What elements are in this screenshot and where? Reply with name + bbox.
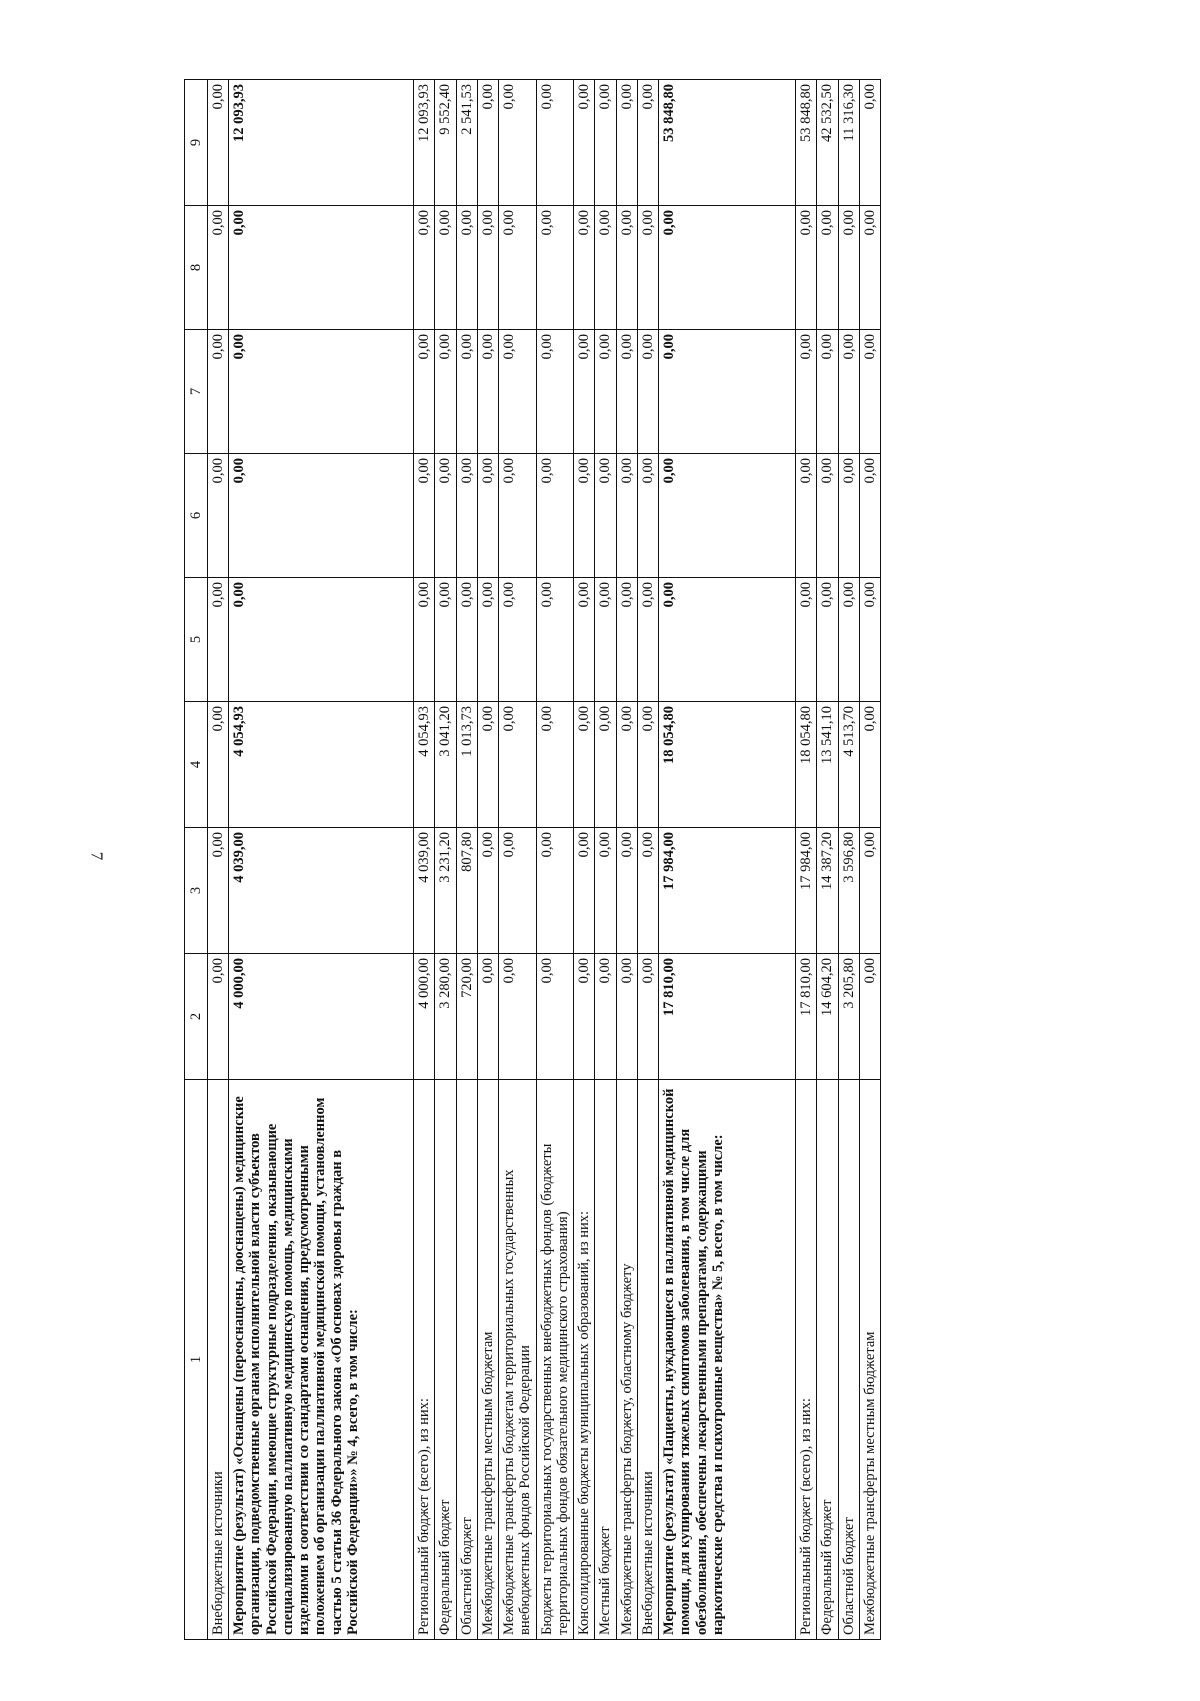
row-label: Региональный бюджет (всего), из них:: [796, 1080, 817, 1640]
value-cell: 0,00: [208, 206, 229, 330]
row-label: Бюджеты территориальных государственных внебюджетных фондов (бюджеты территориальных фондов обязательного медицинского страхования): [536, 1080, 573, 1640]
column-header-8: 8: [185, 206, 208, 330]
value-cell: 0,00: [595, 454, 616, 578]
value-cell: 4 000,00: [414, 954, 435, 1080]
value-cell: 0,00: [435, 578, 456, 702]
value-cell: 0,00: [536, 954, 573, 1080]
value-cell: 42 532,50: [817, 80, 838, 206]
value-cell: 18 054,80: [796, 702, 817, 828]
value-cell: 17 810,00: [796, 954, 817, 1080]
value-cell: 0,00: [796, 578, 817, 702]
value-cell: 0,00: [229, 578, 414, 702]
table-row: [659, 80, 796, 1640]
table-row: [616, 80, 637, 1640]
value-cell: 0,00: [477, 80, 498, 206]
value-cell: 0,00: [796, 330, 817, 454]
row-label: Мероприятие (результат) «Пациенты, нуждающиеся в паллиативной медицинской помощи, для купирования тяжелых симптомов заболевания, в том числе для обезболивания, обеспечены лекарственными препаратами, содержащими наркотические средства и психотропные вещества» № 5, всего, в том числе:: [659, 1080, 796, 1640]
value-cell: 4 054,93: [414, 702, 435, 828]
value-cell: 0,00: [435, 454, 456, 578]
table-row: [817, 80, 838, 1640]
table-row: [637, 80, 658, 1640]
value-cell: 0,00: [817, 454, 838, 578]
row-label: Областной бюджет: [456, 1080, 477, 1640]
value-cell: 0,00: [499, 578, 536, 702]
value-cell: 0,00: [637, 330, 658, 454]
row-label: Межбюджетные трансферты бюджетам территориальных государственных внебюджетных фондов Российской Федерации: [499, 1080, 536, 1640]
table-row: [414, 80, 435, 1640]
value-cell: 0,00: [456, 578, 477, 702]
value-cell: 0,00: [838, 578, 859, 702]
row-label: Федеральный бюджет: [817, 1080, 838, 1640]
value-cell: 0,00: [859, 206, 880, 330]
value-cell: 53 848,80: [659, 80, 796, 206]
row-label: Межбюджетные трансферты местным бюджетам: [859, 1080, 880, 1640]
value-cell: 807,80: [456, 828, 477, 954]
value-cell: 0,00: [499, 330, 536, 454]
value-cell: 0,00: [414, 454, 435, 578]
value-cell: 0,00: [208, 80, 229, 206]
value-cell: 0,00: [536, 454, 573, 578]
value-cell: 0,00: [637, 454, 658, 578]
value-cell: 0,00: [637, 80, 658, 206]
column-header-2: 2: [185, 954, 208, 1080]
value-cell: 0,00: [477, 828, 498, 954]
row-label: Консолидированные бюджеты муниципальных образований, из них:: [574, 1080, 595, 1640]
row-label: Местный бюджет: [595, 1080, 616, 1640]
value-cell: 0,00: [616, 80, 637, 206]
page-number: 7: [87, 851, 107, 861]
row-label: Межбюджетные трансферты местным бюджетам: [477, 1080, 498, 1640]
value-cell: 0,00: [574, 954, 595, 1080]
table-row: [859, 80, 880, 1640]
value-cell: 0,00: [796, 454, 817, 578]
value-cell: 18 054,80: [659, 702, 796, 828]
value-cell: 11 316,30: [838, 80, 859, 206]
value-cell: 17 984,00: [659, 828, 796, 954]
value-cell: 4 039,00: [229, 828, 414, 954]
value-cell: 0,00: [838, 454, 859, 578]
value-cell: 4 000,00: [229, 954, 414, 1080]
value-cell: 17 984,00: [796, 828, 817, 954]
value-cell: 1 013,73: [456, 702, 477, 828]
row-label: Федеральный бюджет: [435, 1080, 456, 1640]
value-cell: 0,00: [574, 454, 595, 578]
table-row: [574, 80, 595, 1640]
value-cell: 3 041,20: [435, 702, 456, 828]
row-label: Областной бюджет: [838, 1080, 859, 1640]
table-row: [536, 80, 573, 1640]
table-row: [499, 80, 536, 1640]
value-cell: 0,00: [536, 578, 573, 702]
value-cell: 0,00: [859, 454, 880, 578]
table-row: [229, 80, 414, 1640]
value-cell: 0,00: [817, 330, 838, 454]
value-cell: 0,00: [414, 330, 435, 454]
value-cell: 13 541,10: [817, 702, 838, 828]
value-cell: 3 205,80: [838, 954, 859, 1080]
value-cell: 0,00: [659, 330, 796, 454]
value-cell: 0,00: [859, 578, 880, 702]
row-label: Мероприятие (результат) «Оснащены (переоснащены, дооснащены) медицинские организации, подведомственные органам исполнительной власти субъектов Российской Федерации, имеющие структурные подразделения, оказывающие специализированную паллиативную медицинскую помощь, медицинскими изделиями в соответствии со стандартами оснащения, предусмотренными положением об организации паллиативной медицинской помощи, установленном частью 5 статьи 36 Федерального закона «Об основах здоровья граждан в Российской Федерации»» № 4, всего, в том числе:: [229, 1080, 414, 1640]
value-cell: 0,00: [616, 702, 637, 828]
value-cell: 0,00: [616, 828, 637, 954]
value-cell: 53 848,80: [796, 80, 817, 206]
value-cell: 14 387,20: [817, 828, 838, 954]
value-cell: 0,00: [435, 330, 456, 454]
value-cell: 0,00: [229, 330, 414, 454]
value-cell: 0,00: [477, 578, 498, 702]
value-cell: 9 552,40: [435, 80, 456, 206]
value-cell: 14 604,20: [817, 954, 838, 1080]
value-cell: 0,00: [859, 954, 880, 1080]
value-cell: 0,00: [208, 954, 229, 1080]
value-cell: 0,00: [595, 578, 616, 702]
value-cell: 0,00: [659, 206, 796, 330]
value-cell: 0,00: [574, 330, 595, 454]
value-cell: 0,00: [208, 330, 229, 454]
value-cell: 0,00: [859, 80, 880, 206]
value-cell: 720,00: [456, 954, 477, 1080]
column-header-3: 3: [185, 828, 208, 954]
value-cell: 0,00: [637, 206, 658, 330]
table-row: [838, 80, 859, 1640]
value-cell: 0,00: [456, 206, 477, 330]
value-cell: 0,00: [414, 206, 435, 330]
value-cell: 0,00: [574, 578, 595, 702]
value-cell: 12 093,93: [414, 80, 435, 206]
value-cell: 0,00: [536, 206, 573, 330]
value-cell: 0,00: [595, 702, 616, 828]
value-cell: 0,00: [499, 954, 536, 1080]
value-cell: 0,00: [574, 702, 595, 828]
value-cell: 0,00: [456, 454, 477, 578]
table-row: [595, 80, 616, 1640]
value-cell: 0,00: [536, 80, 573, 206]
value-cell: 0,00: [208, 454, 229, 578]
value-cell: 0,00: [817, 206, 838, 330]
table-row: [477, 80, 498, 1640]
column-header-6: 6: [185, 454, 208, 578]
value-cell: 0,00: [574, 206, 595, 330]
value-cell: 0,00: [616, 330, 637, 454]
value-cell: 0,00: [595, 80, 616, 206]
value-cell: 0,00: [616, 454, 637, 578]
value-cell: 0,00: [499, 80, 536, 206]
row-label: Межбюджетные трансферты бюджету, областному бюджету: [616, 1080, 637, 1640]
column-header-5: 5: [185, 578, 208, 702]
rotated-page-content: [184, 80, 1080, 1640]
column-header-7: 7: [185, 330, 208, 454]
value-cell: 0,00: [414, 578, 435, 702]
value-cell: 0,00: [616, 954, 637, 1080]
value-cell: 0,00: [208, 578, 229, 702]
value-cell: 0,00: [838, 206, 859, 330]
row-label: Внебюджетные источники: [637, 1080, 658, 1640]
value-cell: 0,00: [536, 702, 573, 828]
value-cell: 2 541,53: [456, 80, 477, 206]
value-cell: 3 596,80: [838, 828, 859, 954]
value-cell: 0,00: [499, 702, 536, 828]
value-cell: 0,00: [499, 454, 536, 578]
value-cell: 0,00: [595, 954, 616, 1080]
value-cell: 0,00: [637, 578, 658, 702]
value-cell: 0,00: [536, 828, 573, 954]
value-cell: 4 054,93: [229, 702, 414, 828]
value-cell: 0,00: [859, 828, 880, 954]
column-header-4: 4: [185, 702, 208, 828]
value-cell: 0,00: [229, 206, 414, 330]
value-cell: 0,00: [208, 702, 229, 828]
value-cell: 0,00: [477, 206, 498, 330]
value-cell: 0,00: [477, 702, 498, 828]
column-header-1: 1: [185, 1080, 208, 1640]
value-cell: 4 039,00: [414, 828, 435, 954]
value-cell: 4 513,70: [838, 702, 859, 828]
value-cell: 0,00: [859, 702, 880, 828]
value-cell: 0,00: [229, 454, 414, 578]
value-cell: 0,00: [595, 828, 616, 954]
value-cell: 12 093,93: [229, 80, 414, 206]
value-cell: 0,00: [817, 578, 838, 702]
value-cell: 0,00: [659, 454, 796, 578]
value-cell: 0,00: [499, 206, 536, 330]
header-row: [185, 80, 208, 1640]
value-cell: 0,00: [536, 330, 573, 454]
value-cell: 0,00: [838, 330, 859, 454]
value-cell: 3 231,20: [435, 828, 456, 954]
value-cell: 0,00: [616, 206, 637, 330]
table-row: [796, 80, 817, 1640]
value-cell: 0,00: [796, 206, 817, 330]
value-cell: 0,00: [499, 828, 536, 954]
budget-table: [184, 79, 881, 1640]
value-cell: 0,00: [435, 206, 456, 330]
value-cell: 0,00: [477, 954, 498, 1080]
value-cell: 0,00: [595, 206, 616, 330]
value-cell: 3 280,00: [435, 954, 456, 1080]
value-cell: 0,00: [637, 828, 658, 954]
value-cell: 0,00: [574, 828, 595, 954]
table-body: [185, 80, 881, 1640]
value-cell: 0,00: [208, 828, 229, 954]
value-cell: 0,00: [477, 330, 498, 454]
value-cell: 0,00: [616, 578, 637, 702]
value-cell: 0,00: [859, 330, 880, 454]
value-cell: 0,00: [595, 330, 616, 454]
column-header-9: 9: [185, 80, 208, 206]
value-cell: 17 810,00: [659, 954, 796, 1080]
table-row: [435, 80, 456, 1640]
table-row: [456, 80, 477, 1640]
row-label: Региональный бюджет (всего), из них:: [414, 1080, 435, 1640]
value-cell: 0,00: [574, 80, 595, 206]
row-label: Внебюджетные источники: [208, 1080, 229, 1640]
table-row: [208, 80, 229, 1640]
value-cell: 0,00: [637, 702, 658, 828]
value-cell: 0,00: [637, 954, 658, 1080]
value-cell: 0,00: [477, 454, 498, 578]
value-cell: 0,00: [659, 578, 796, 702]
value-cell: 0,00: [456, 330, 477, 454]
